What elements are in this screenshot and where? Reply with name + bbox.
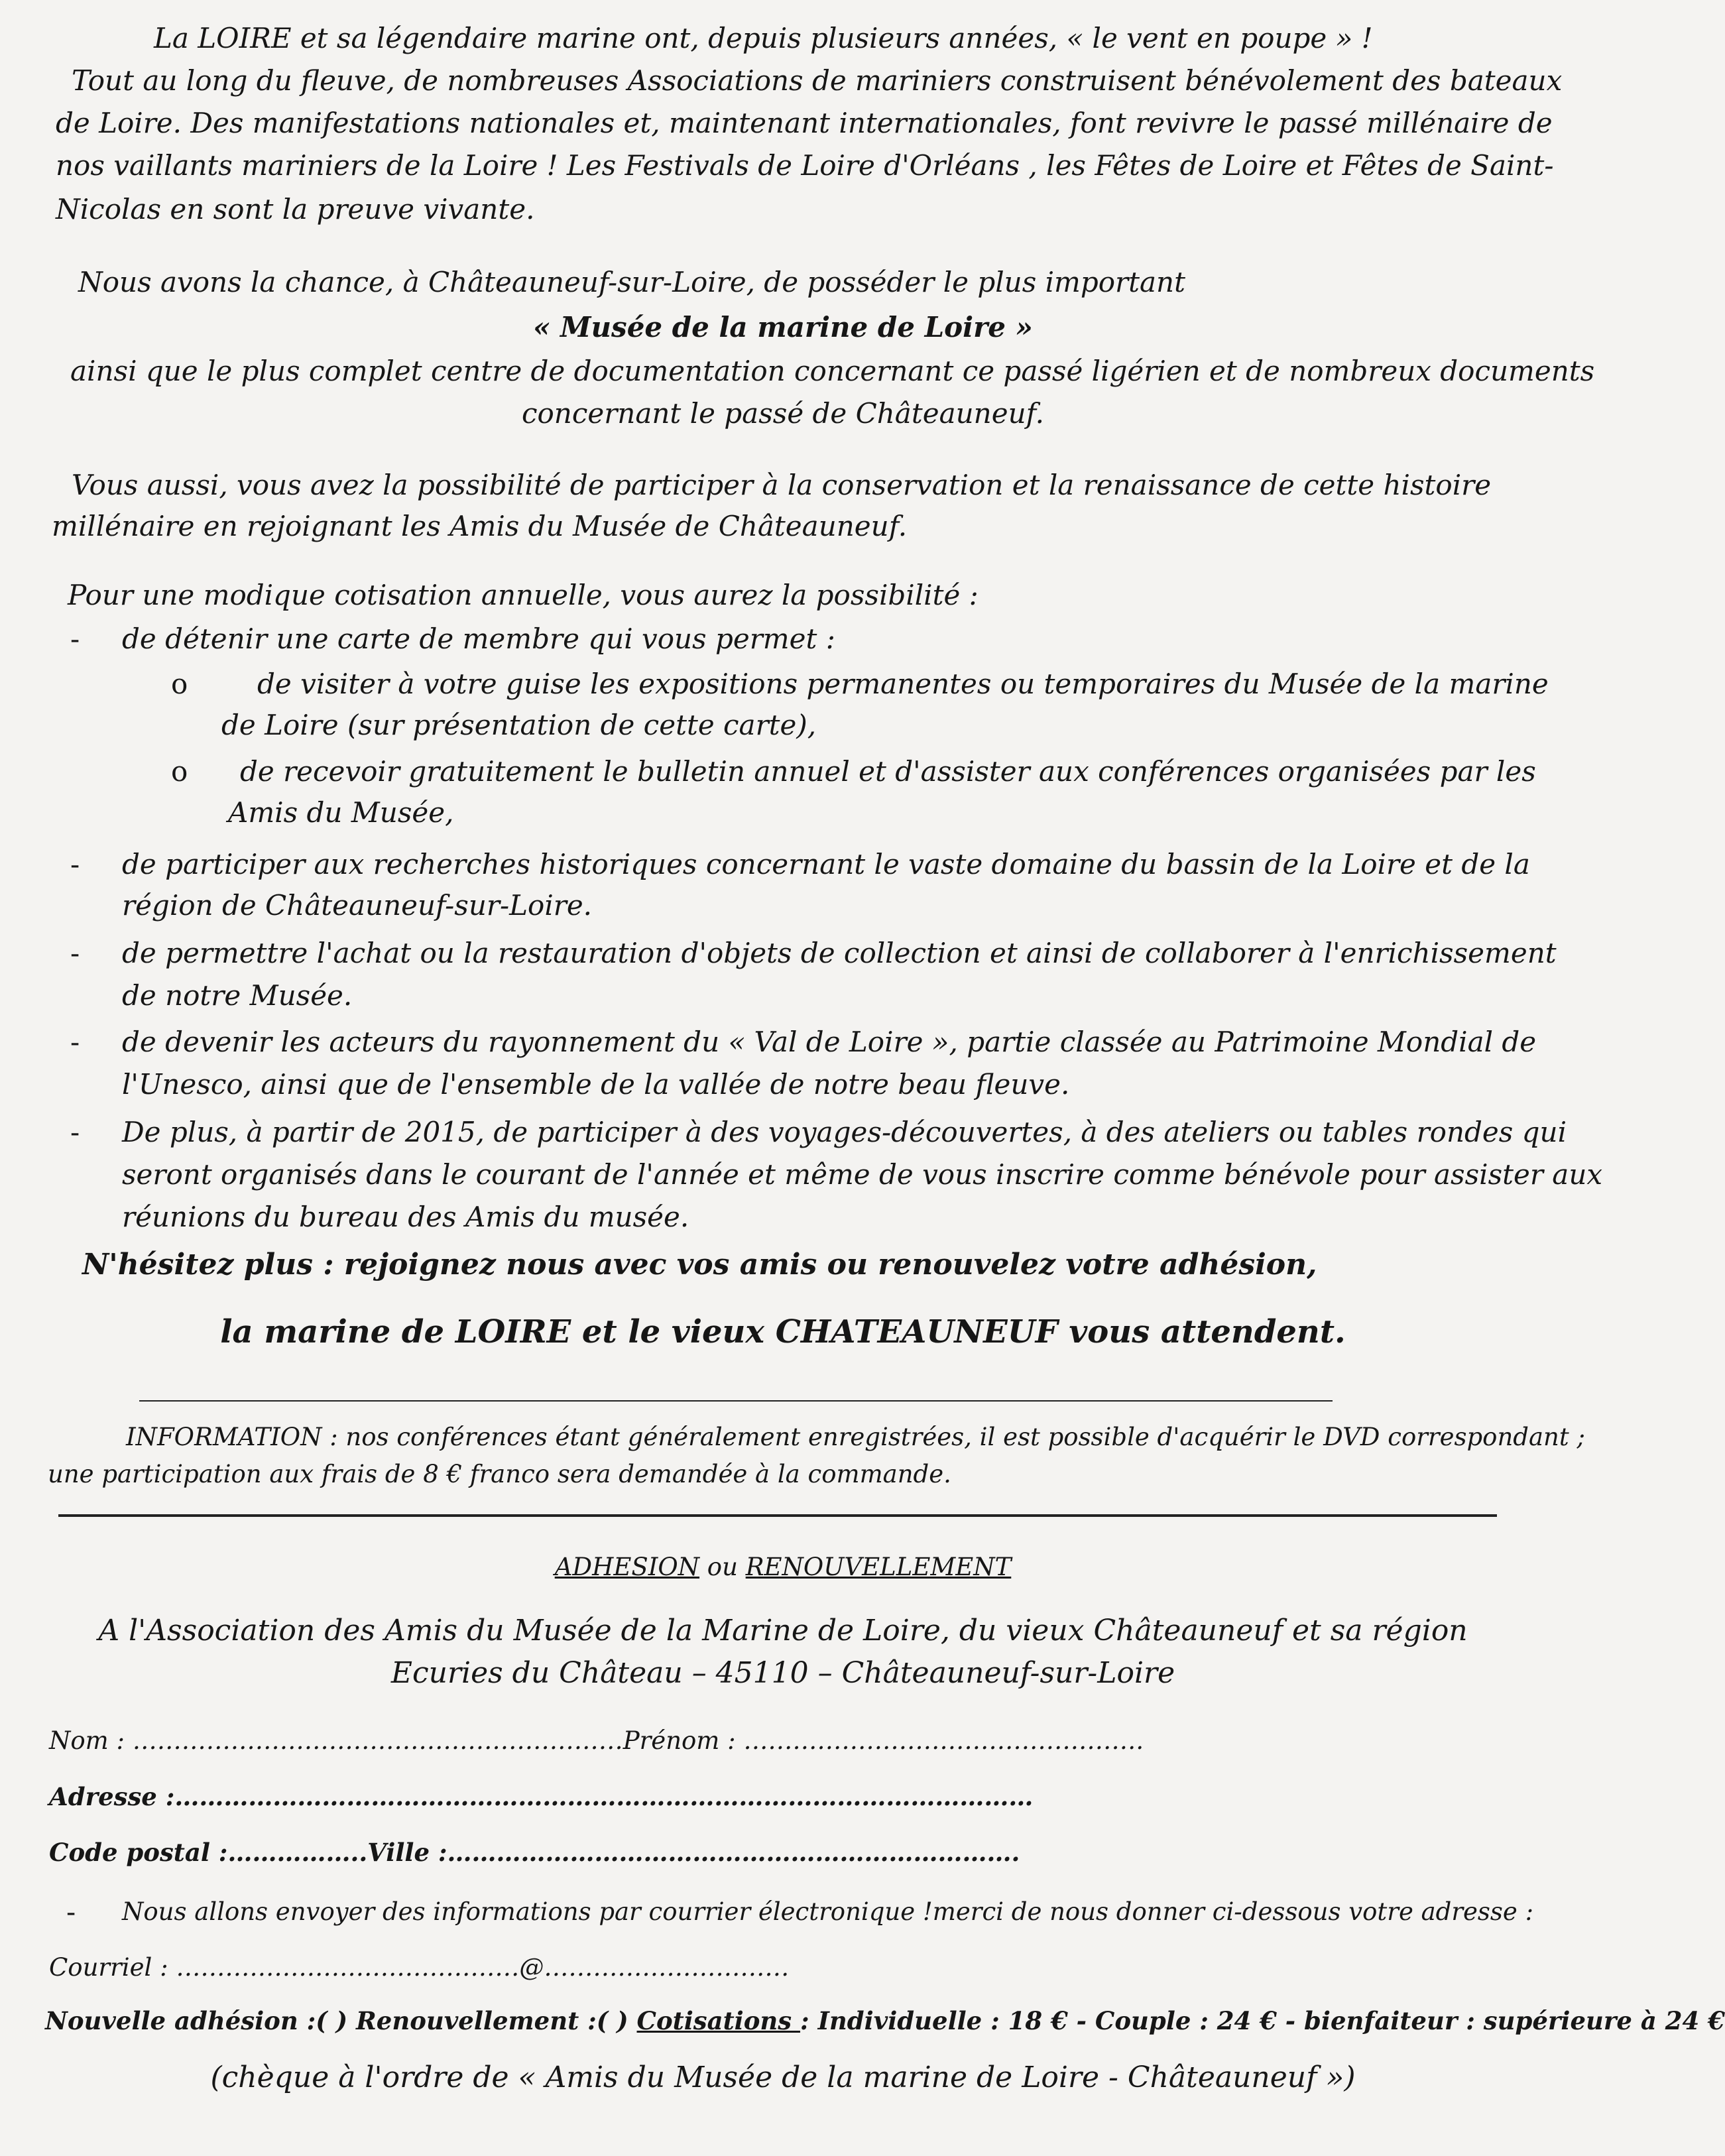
email-note: Nous allons envoyer des informations par courrier électronique !merci de nous donner ci-dessous votre adresse : <box>122 1897 1534 1926</box>
intro-line-1: La LOIRE et sa légendaire marine ont, depuis plusieurs années, « le vent en poupe » ! <box>154 22 1373 54</box>
benefit-2-line-2: région de Châteauneuf-sur-Loire. <box>122 889 593 922</box>
dash-bullet: - <box>70 623 80 655</box>
benefit-1a-line-1: de visiter à votre guise les expositions permanentes ou temporaires du Musée de la marine <box>257 668 1549 700</box>
form-heading <box>0 1550 1566 1585</box>
benefit-3-line-1: de permettre l'achat ou la restauration d'objets de collection et ainsi de collaborer à l'enrichissement <box>122 937 1557 969</box>
form-association: A l'Association des Amis du Musée de la Marine de Loire, du vieux Châteauneuf et sa région <box>98 1614 1468 1647</box>
museum-line-3: ainsi que le plus complet centre de documentation concernant ce passé ligérien et de nombreux documents <box>70 355 1595 387</box>
divider-long <box>58 1514 1497 1517</box>
cotisations-label: Cotisations <box>636 2006 801 2035</box>
benefit-1a-line-2: de Loire (sur présentation de cette carte), <box>221 709 817 741</box>
benefit-5-line-2: seront organisés dans le courant de l'année et même de vous inscrire comme bénévole pour assister aux <box>122 1158 1603 1191</box>
code-postal-ville-field[interactable]: Code postal :……………..Ville :……………………………………………………………. <box>49 1838 1020 1867</box>
courriel-field[interactable]: Courriel : ……………………………………@………………………… <box>49 1953 790 1982</box>
dash-bullet: - <box>70 1116 80 1148</box>
benefit-1b-line-2: Amis du Musée, <box>228 796 454 829</box>
information-line-1: INFORMATION : nos conférences étant généralement enregistrées, il est possible d'acquérir le DVD correspondant ; <box>126 1423 1585 1451</box>
intro-line-5: Nicolas en sont la preuve vivante. <box>56 193 535 225</box>
intro-line-3: de Loire. Des manifestations nationales et, maintenant internationales, font revivre le passé millénaire de <box>56 107 1553 139</box>
benefit-2-line-1: de participer aux recherches historiques concernant le vaste domaine du bassin de la Loire et de la <box>122 848 1530 880</box>
invite-line-1: Vous aussi, vous avez la possibilité de participer à la conservation et la renaissance de cette histoire <box>72 469 1492 501</box>
membership-options[interactable]: Nouvelle adhésion :( ) Renouvellement :( ) <box>45 2006 637 2035</box>
dash-bullet: - <box>66 1895 76 1928</box>
form-heading-ou: ou <box>699 1553 746 1581</box>
circle-bullet: o <box>171 668 188 700</box>
benefit-4-line-1: de devenir les acteurs du rayonnement du « Val de Loire », partie classée au Patrimoine Mondial de <box>122 1026 1537 1058</box>
cheque-note: (chèque à l'ordre de « Amis du Musée de la marine de Loire - Châteauneuf ») <box>210 2061 1356 2094</box>
benefit-4-line-2: l'Unesco, ainsi que de l'ensemble de la vallée de notre beau fleuve. <box>122 1068 1070 1101</box>
benefit-1: de détenir une carte de membre qui vous permet : <box>122 623 835 655</box>
benefit-1b-line-1: de recevoir gratuitement le bulletin annuel et d'assister aux conférences organisées par les <box>240 755 1536 788</box>
museum-line-1: Nous avons la chance, à Châteauneuf-sur-Loire, de posséder le plus important <box>78 266 1185 298</box>
dash-bullet: - <box>70 937 80 969</box>
nom-field[interactable]: Nom : ……………………………………………………Prénom : …………………………………………. <box>49 1726 1144 1755</box>
invite-line-2: millénaire en rejoignant les Amis du Musée de Châteauneuf. <box>52 510 908 542</box>
call-line-1: N'hésitez plus : rejoignez nous avec vos amis ou renouvelez votre adhésion, <box>82 1248 1317 1282</box>
divider-short <box>139 1400 1333 1402</box>
form-heading-adhesion: ADHESION <box>554 1553 700 1581</box>
form-address: Ecuries du Château – 45110 – Châteauneuf-sur-Loire <box>390 1656 1175 1690</box>
form-heading-renouvellement: RENOUVELLEMENT <box>745 1553 1012 1581</box>
museum-line-4: concernant le passé de Châteauneuf. <box>521 397 1045 430</box>
cotisation-intro: Pour une modique cotisation annuelle, vous aurez la possibilité : <box>68 579 979 611</box>
intro-line-4: nos vaillants mariniers de la Loire ! Les Festivals de Loire d'Orléans , les Fêtes de Loire et Fêtes de Saint- <box>56 149 1554 182</box>
museum-name: « Musée de la marine de Loire » <box>533 311 1033 343</box>
information-line-2: une participation aux frais de 8 € franco sera demandée à la commande. <box>48 1460 951 1488</box>
dash-bullet: - <box>70 1026 80 1058</box>
call-line-2: la marine de LOIRE et le vieux CHATEAUNEUF vous attendent. <box>220 1313 1346 1350</box>
adresse-field[interactable]: Adresse :…………………………………………………………………………………………… <box>49 1782 1034 1811</box>
circle-bullet: o <box>171 755 188 788</box>
cotisations-rates: : Individuelle : 18 € - Couple : 24 € - bienfaiteur : supérieure à 24 € <box>800 2006 1725 2035</box>
benefit-5-line-3: réunions du bureau des Amis du musée. <box>122 1201 689 1233</box>
benefit-3-line-2: de notre Musée. <box>122 979 353 1012</box>
membership-choice[interactable] <box>45 2004 1725 2038</box>
benefit-5-line-1: De plus, à partir de 2015, de participer à des voyages-découvertes, à des ateliers ou tables rondes qui <box>122 1116 1567 1148</box>
intro-line-2: Tout au long du fleuve, de nombreuses Associations de mariniers construisent bénévolement des bateaux <box>72 64 1563 97</box>
dash-bullet: - <box>70 848 80 880</box>
